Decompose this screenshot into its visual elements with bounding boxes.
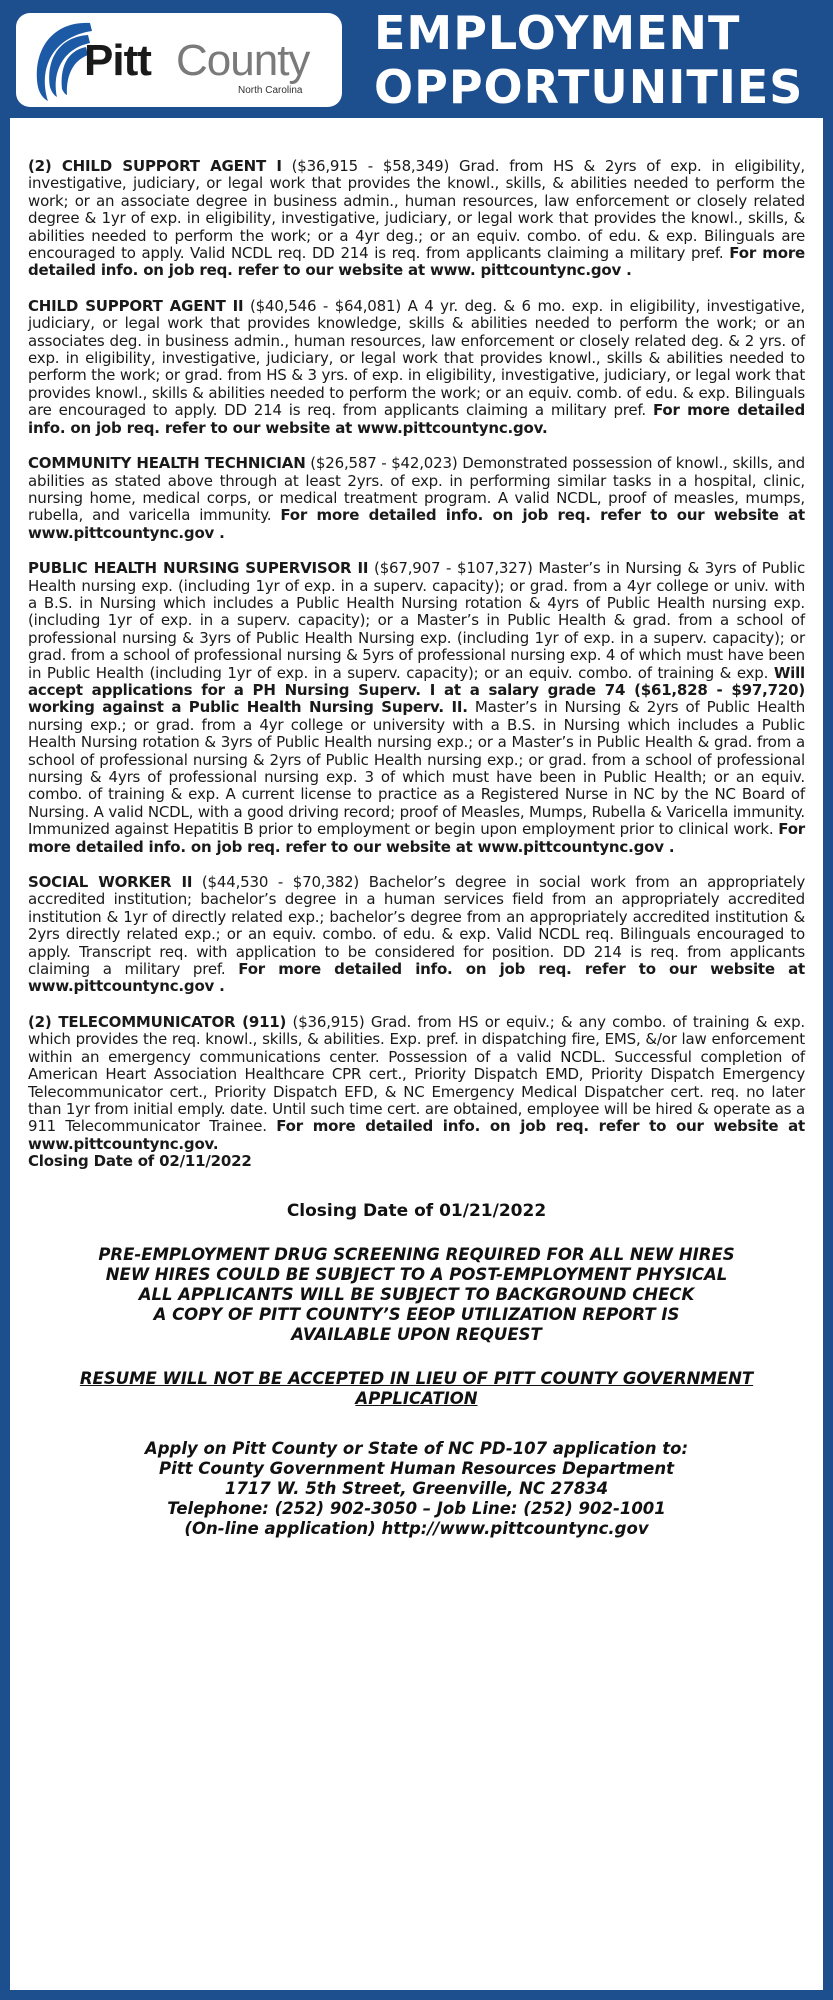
logo-pitt-text: Pitt (84, 36, 151, 85)
job-description-continued: Master’s in Nursing & 2yrs of Public Health nursing exp.; or grad. from a 4yr college or university with a B.S. in Nursing which includes a Public Health Nursing rotation & 3yrs of Public Health nursing exp.; or a Master’s in Public Health & grad. from a school of professional nursing & 2yrs of Public Health nursing exp.; or grad. from a school of professional nursing & 4yrs of professional nursing exp. 3 of which must have been in Public Health; or an equiv. combo. of training & exp. A current license to practice as a Registered Nurse in NC by the NC Board of Nursing. A valid NCDL, with a good driving record; proof of Measles, Mumps, Rubella & Varicella immunity. Immunized against Hepatitis B prior to employment or begin upon employment prior to clinical work. (28, 698, 805, 839)
notice-line: PRE-EMPLOYMENT DRUG SCREENING REQUIRED FOR ALL NEW HIRES (98, 1244, 735, 1264)
apply-info (28, 1439, 805, 1539)
job-more-info: For more detailed info. on job req. refer to our website at www.pittcountync.gov . (28, 960, 805, 996)
job-listing (28, 158, 805, 280)
apply-line: Pitt County Government Human Resources Department (159, 1458, 674, 1478)
job-title: SOCIAL WORKER II (28, 873, 193, 892)
job-title: (2) TELECOMMUNICATOR (911) (28, 1012, 287, 1031)
job-listing (28, 1014, 805, 1171)
page-title (374, 6, 824, 114)
closing-date: Closing Date of 01/21/2022 (286, 1200, 547, 1221)
job-listing (28, 455, 805, 542)
logo-county-text: County (176, 36, 310, 85)
apply-address: 1717 W. 5th Street, Greenville, NC 27834 (224, 1478, 609, 1498)
job-description: ($67,907 - $107,327) Master’s in Nursing & 3yrs of Public Health nursing exp. (including 1yr of exp. in a superv. capacity); or grad. from a 4yr college or univ. with a B.S. in Nursing which includes a Public Health Nursing rotation & 4yrs of Public Health nursing exp. (including 1yr of exp. in a superv. capacity); or a Master’s in Public Health & grad. from a school of professional nursing & 3yrs of Public Health Nursing exp. (including 1yr of exp. in a superv. capacity); or grad. from a school of professional nursing & 5yrs of professional nursing exp. 4 of which must have been in Public Health (including 1yr of exp. in a superv. capacity); or an equiv. combo. of training & exp. (28, 559, 805, 682)
header (0, 0, 833, 115)
apply-phone: Telephone: (252) 902-3050 – Job Line: (252) 902-1001 (167, 1498, 666, 1518)
notice-line: AVAILABLE UPON REQUEST (291, 1324, 542, 1344)
job-title: COMMUNITY HEALTH TECHNICIAN (28, 454, 306, 473)
job-description: ($44,530 - $70,382) Bachelor’s degree in social work from an appropriately accredited institution; bachelor’s degree in a human services field from an appropriately accredited institution & 1yr of directly related exp.; bachelor’s degree from an appropriately accredited institution & 2yrs directly related exp.; or an equiv. combo. of edu. & exp. Valid NCDL req. Bilinguals encouraged to apply. Transcript req. with application to be considered for position. DD 214 is req. from applicants claiming a military pref. (28, 873, 805, 979)
job-more-info: For more detailed info. on job req. refer to our website at www. pittcountync.gov . (28, 244, 805, 280)
job-title: (2) CHILD SUPPORT AGENT I (28, 157, 282, 175)
job-description: ($40,546 - $64,081) A 4 yr. deg. & 6 mo. exp. in eligibility, investigative, judiciary, or legal work that provides knowledge, skills & abilities needed to perform the work; or an associates deg. in business admin., human resources, law enforcement or closely related deg. & 2 yrs. of exp. in eligibility, investigative, judiciary, or legal work that provides knowl., skills & abilities needed to perform the work; or grad. from HS & 3 yrs. of exp. in eligibility, investigative, judiciary, or legal work that provides knowl., skills & abilities needed to perform the work; or an equiv. comb. of edu. & exp. Bilinguals are encouraged to apply. DD 214 is req. from applicants claiming a military pref. (28, 296, 805, 420)
job-closing-date: Closing Date of 02/11/2022 (28, 1152, 252, 1171)
job-description: ($36,915 - $58,349) Grad. from HS & 2yrs of exp. in eligibility, investigative, judiciary, or legal work that provides the knowl., skills, & abilities needed to perform the work; or an associate degree in business admin., human resources, law enforcement or closely related degree & 1yr of exp. in eligibility, investigative, judiciary, or legal work that provides the knowl., skills, & abilities needed to perform the work; or a 4yr deg.; or an equiv. combo. of edu. & exp. Bilinguals are encouraged to apply. Valid NCDL req. DD 214 is req. from applicants claiming a military pref. (28, 157, 805, 263)
content-panel (10, 118, 823, 1990)
notices (28, 1245, 805, 1345)
job-listing (28, 298, 805, 437)
apply-website-link[interactable]: (On-line application) http://www.pittcountync.gov (184, 1518, 649, 1538)
notice-line: A COPY OF PITT COUNTY’S EEOP UTILIZATION REPORT IS (153, 1304, 680, 1324)
job-title: PUBLIC HEALTH NURSING SUPERVISOR II (28, 559, 369, 578)
job-listing (28, 560, 805, 856)
pitt-county-logo (16, 13, 342, 107)
job-note: Will accept applications for a PH Nursing Superv. I at a salary grade 74 ($61,828 - $97,720) working against a Public Health Nursing Superv. II. (28, 663, 805, 717)
job-description: ($36,915) Grad. from HS or equiv.; & any combo. of training & exp. which provides the req. knowl., skills, & abilities. Exp. pref. in dispatching fire, EMS, &/or law enforcement within an emergency communications center. Possession of a valid NCDL. Successful completion of American Heart Association Healthcare CPR cert., Priority Dispatch EMD, Priority Dispatch Emergency Telecommunicator cert., Priority Dispatch EFD, & NC Emergency Medical Dispatcher cert. req. no later than 1yr from initial emply. date. Until such time cert. are obtained, employee will be hired & operate as a 911 Telecommunicator Trainee. (28, 1012, 805, 1136)
job-more-info: For more detailed info. on job req. refer to our website at www.pittcountync.gov . (28, 506, 805, 542)
title-line-2: OPPORTUNITIES (374, 60, 804, 114)
job-listing (28, 874, 805, 996)
title-line-1: EMPLOYMENT (374, 6, 741, 60)
job-more-info: For more detailed info. on job req. refer to our website at www.pittcountync.gov. (28, 1117, 805, 1153)
job-more-info: For more detailed info. on job req. refer to our website at www.pittcountync.gov. (28, 401, 805, 437)
notice-line: ALL APPLICANTS WILL BE SUBJECT TO BACKGROUND CHECK (138, 1284, 695, 1304)
job-more-info: For more detailed info. on job req. refer to our website at www.pittcountync.gov . (28, 820, 805, 856)
logo-state-text: North Carolina (238, 85, 303, 96)
resume-notice: RESUME WILL NOT BE ACCEPTED IN LIEU OF PITT COUNTY GOVERNMENT APPLICATION (79, 1368, 754, 1408)
notice-line: NEW HIRES COULD BE SUBJECT TO A POST-EMPLOYMENT PHYSICAL (105, 1264, 728, 1284)
job-title: CHILD SUPPORT AGENT II (28, 296, 244, 315)
job-description: ($26,587 - $42,023) Demonstrated possession of knowl., skills, and abilities as stated above through at least 2yrs. of exp. in performing similar tasks in a hospital, clinic, nursing home, medical corps, or medical treatment program. A valid NCDL, proof of measles, mumps, rubella, and varicella immunity. (28, 454, 805, 525)
apply-line: Apply on Pitt County or State of NC PD-107 application to: (144, 1438, 689, 1458)
